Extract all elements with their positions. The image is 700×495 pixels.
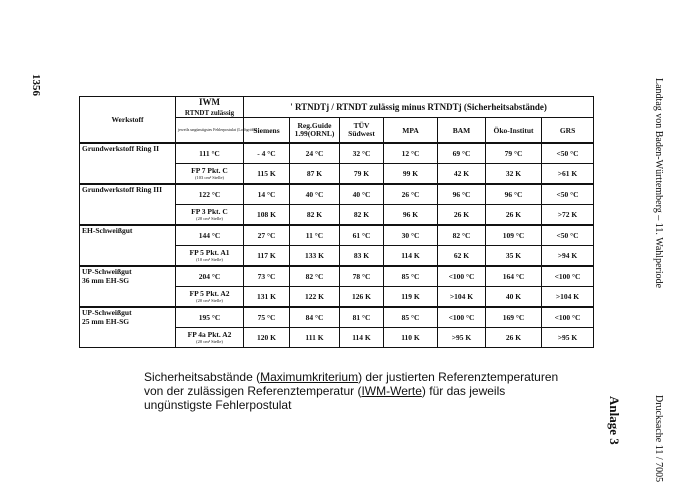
value-cell: 84 °C xyxy=(290,307,340,328)
value-cell: 85 °C xyxy=(384,307,438,328)
table-body xyxy=(80,143,594,348)
iwm-cell: 204 °C xyxy=(176,266,244,287)
iwm-cell: 144 °C xyxy=(176,225,244,246)
col-mpa: MPA xyxy=(384,118,438,144)
iwm-cell: 122 °C xyxy=(176,184,244,205)
material-cell xyxy=(80,184,176,225)
fehlerpostulat-note: (20 cm² Stelle) xyxy=(196,298,223,303)
value-cell: >95 K xyxy=(542,328,594,348)
value-cell: 110 K xyxy=(384,328,438,348)
value-cell: 42 K xyxy=(438,164,486,185)
value-cell: <50 °C xyxy=(542,143,594,164)
value-cell: >94 K xyxy=(542,246,594,267)
table-row xyxy=(80,266,594,287)
value-cell: 30 °C xyxy=(384,225,438,246)
value-cell: 62 K xyxy=(438,246,486,267)
table-row xyxy=(80,225,594,246)
value-cell: 111 K xyxy=(290,328,340,348)
value-cell: >104 K xyxy=(438,287,486,308)
value-cell: >61 K xyxy=(542,164,594,185)
value-cell: 164 °C xyxy=(486,266,542,287)
caption-underlined: Maximumkriterium xyxy=(260,370,359,384)
value-cell: 126 K xyxy=(340,287,384,308)
caption-part: ) für das jeweils ungünstigste Fehlerpostulat xyxy=(144,384,506,412)
iwm-subtitle: RTNDT zulässig xyxy=(184,109,235,117)
document-number: Drucksache 11 / 7005 xyxy=(653,395,664,483)
value-cell: 32 K xyxy=(486,164,542,185)
material-cell xyxy=(80,143,176,184)
value-cell: 26 °C xyxy=(384,184,438,205)
value-cell: 114 K xyxy=(340,328,384,348)
annex-label: Anlage 3 xyxy=(607,396,622,445)
table-row xyxy=(80,307,594,328)
value-cell: 78 °C xyxy=(340,266,384,287)
value-cell: 115 K xyxy=(244,164,290,185)
werkstoff-header: Werkstoff xyxy=(80,97,176,144)
col-grs: GRS xyxy=(542,118,594,144)
fehlerpostulat-label: FP 4a Pkt. A2 xyxy=(187,330,232,339)
material-name: UP-Schweißgut xyxy=(82,267,132,276)
material-name: EH-Schweißgut xyxy=(82,226,133,235)
value-cell: 24 °C xyxy=(290,143,340,164)
value-cell: <50 °C xyxy=(542,225,594,246)
value-cell: 40 K xyxy=(486,287,542,308)
value-cell: 32 °C xyxy=(340,143,384,164)
col-siemens: Siemens xyxy=(244,118,290,144)
value-cell: 35 K xyxy=(486,246,542,267)
value-cell: <50 °C xyxy=(542,184,594,205)
value-cell: 82 °C xyxy=(438,225,486,246)
running-header: Landtag von Baden-Württemberg – 11. Wahlperiode xyxy=(653,78,664,289)
value-cell: - 4 °C xyxy=(244,143,290,164)
material-cell xyxy=(80,266,176,307)
value-cell: 120 K xyxy=(244,328,290,348)
col-tuev: TÜV Südwest xyxy=(340,118,384,144)
iwm-title: IWM xyxy=(199,97,220,107)
value-cell: 79 K xyxy=(340,164,384,185)
value-cell: 169 °C xyxy=(486,307,542,328)
value-cell: 73 °C xyxy=(244,266,290,287)
iwm-mini-note: jeweils ungünstigstes Fehlerpostulat (Lochgröße) xyxy=(178,126,257,132)
fehlerpostulat-note: (20 cm² Stelle) xyxy=(196,339,223,344)
value-cell: 96 °C xyxy=(486,184,542,205)
value-cell: <100 °C xyxy=(438,266,486,287)
value-cell: 40 °C xyxy=(290,184,340,205)
value-cell: 82 K xyxy=(340,205,384,226)
fehlerpostulat-cell xyxy=(176,205,244,226)
value-cell: 131 K xyxy=(244,287,290,308)
value-cell: 96 K xyxy=(384,205,438,226)
value-cell: 11 °C xyxy=(290,225,340,246)
value-cell: 12 °C xyxy=(384,143,438,164)
value-cell: <100 °C xyxy=(542,266,594,287)
value-cell: >95 K xyxy=(438,328,486,348)
value-cell: >72 K xyxy=(542,205,594,226)
col-bam: BAM xyxy=(438,118,486,144)
fehlerpostulat-label: FP 3 Pkt. C xyxy=(191,207,228,216)
material-name: UP-Schweißgut xyxy=(82,308,132,317)
value-cell: 27 °C xyxy=(244,225,290,246)
caption-part: Sicherheitsabstände ( xyxy=(144,370,261,384)
col-regguide: Reg.Guide 1.99(ORNL) xyxy=(290,118,340,144)
value-cell: 108 K xyxy=(244,205,290,226)
value-cell: 81 °C xyxy=(340,307,384,328)
value-cell: 26 K xyxy=(486,205,542,226)
fehlerpostulat-cell xyxy=(176,287,244,308)
figure-caption xyxy=(144,370,564,412)
value-cell: 69 °C xyxy=(438,143,486,164)
value-cell: 79 °C xyxy=(486,143,542,164)
value-cell: 122 K xyxy=(290,287,340,308)
col-oeko: Öko-Institut xyxy=(486,118,542,144)
safety-distance-table xyxy=(79,96,594,348)
group-header: ' RTNDTj / RTNDT zulässig minus RTNDTj (Sicherheitsabstände) xyxy=(244,97,594,118)
material-subname: 36 mm EH-SG xyxy=(82,276,130,285)
value-cell: 26 K xyxy=(486,328,542,348)
value-cell: 26 K xyxy=(438,205,486,226)
value-cell: 114 K xyxy=(384,246,438,267)
value-cell: 109 °C xyxy=(486,225,542,246)
value-cell: <100 °C xyxy=(438,307,486,328)
fehlerpostulat-cell xyxy=(176,328,244,348)
fehlerpostulat-note: (103 cm² Stelle) xyxy=(194,175,225,180)
table-row xyxy=(80,143,594,164)
value-cell: 96 °C xyxy=(438,184,486,205)
value-cell: 40 °C xyxy=(340,184,384,205)
fehlerpostulat-note: (20 cm² Stelle) xyxy=(196,216,223,221)
value-cell: 117 K xyxy=(244,246,290,267)
value-cell: 83 K xyxy=(340,246,384,267)
value-cell: 61 °C xyxy=(340,225,384,246)
fehlerpostulat-label: FP 7 Pkt. C xyxy=(191,166,228,175)
fehlerpostulat-cell xyxy=(176,164,244,185)
page-number: 1356 xyxy=(30,74,42,96)
iwm-cell: 111 °C xyxy=(176,143,244,164)
material-name: Grundwerkstoff Ring II xyxy=(82,144,160,153)
header-row xyxy=(80,97,594,118)
iwm-header xyxy=(176,97,244,118)
fehlerpostulat-cell xyxy=(176,246,244,267)
fehlerpostulat-note: (10 cm² Stelle) xyxy=(196,257,223,262)
table-row xyxy=(80,184,594,205)
caption-underlined: IWM-Werte xyxy=(361,384,422,398)
value-cell: 82 K xyxy=(290,205,340,226)
value-cell: 133 K xyxy=(290,246,340,267)
value-cell: 85 °C xyxy=(384,266,438,287)
material-name: Grundwerkstoff Ring III xyxy=(82,185,163,194)
value-cell: 99 K xyxy=(384,164,438,185)
fehlerpostulat-label: FP 5 Pkt. A2 xyxy=(189,289,230,298)
material-cell xyxy=(80,225,176,266)
fehlerpostulat-label: FP 5 Pkt. A1 xyxy=(189,248,230,257)
value-cell: 82 °C xyxy=(290,266,340,287)
value-cell: <100 °C xyxy=(542,307,594,328)
value-cell: 14 °C xyxy=(244,184,290,205)
material-cell xyxy=(80,307,176,348)
value-cell: 119 K xyxy=(384,287,438,308)
value-cell: >104 K xyxy=(542,287,594,308)
value-cell: 75 °C xyxy=(244,307,290,328)
value-cell: 87 K xyxy=(290,164,340,185)
caption-part: ) der justierten Referenztemperaturen von der zulässigen Referenztemperatur ( xyxy=(144,370,559,398)
material-subname: 25 mm EH-SG xyxy=(82,317,130,326)
iwm-cell: 195 °C xyxy=(176,307,244,328)
